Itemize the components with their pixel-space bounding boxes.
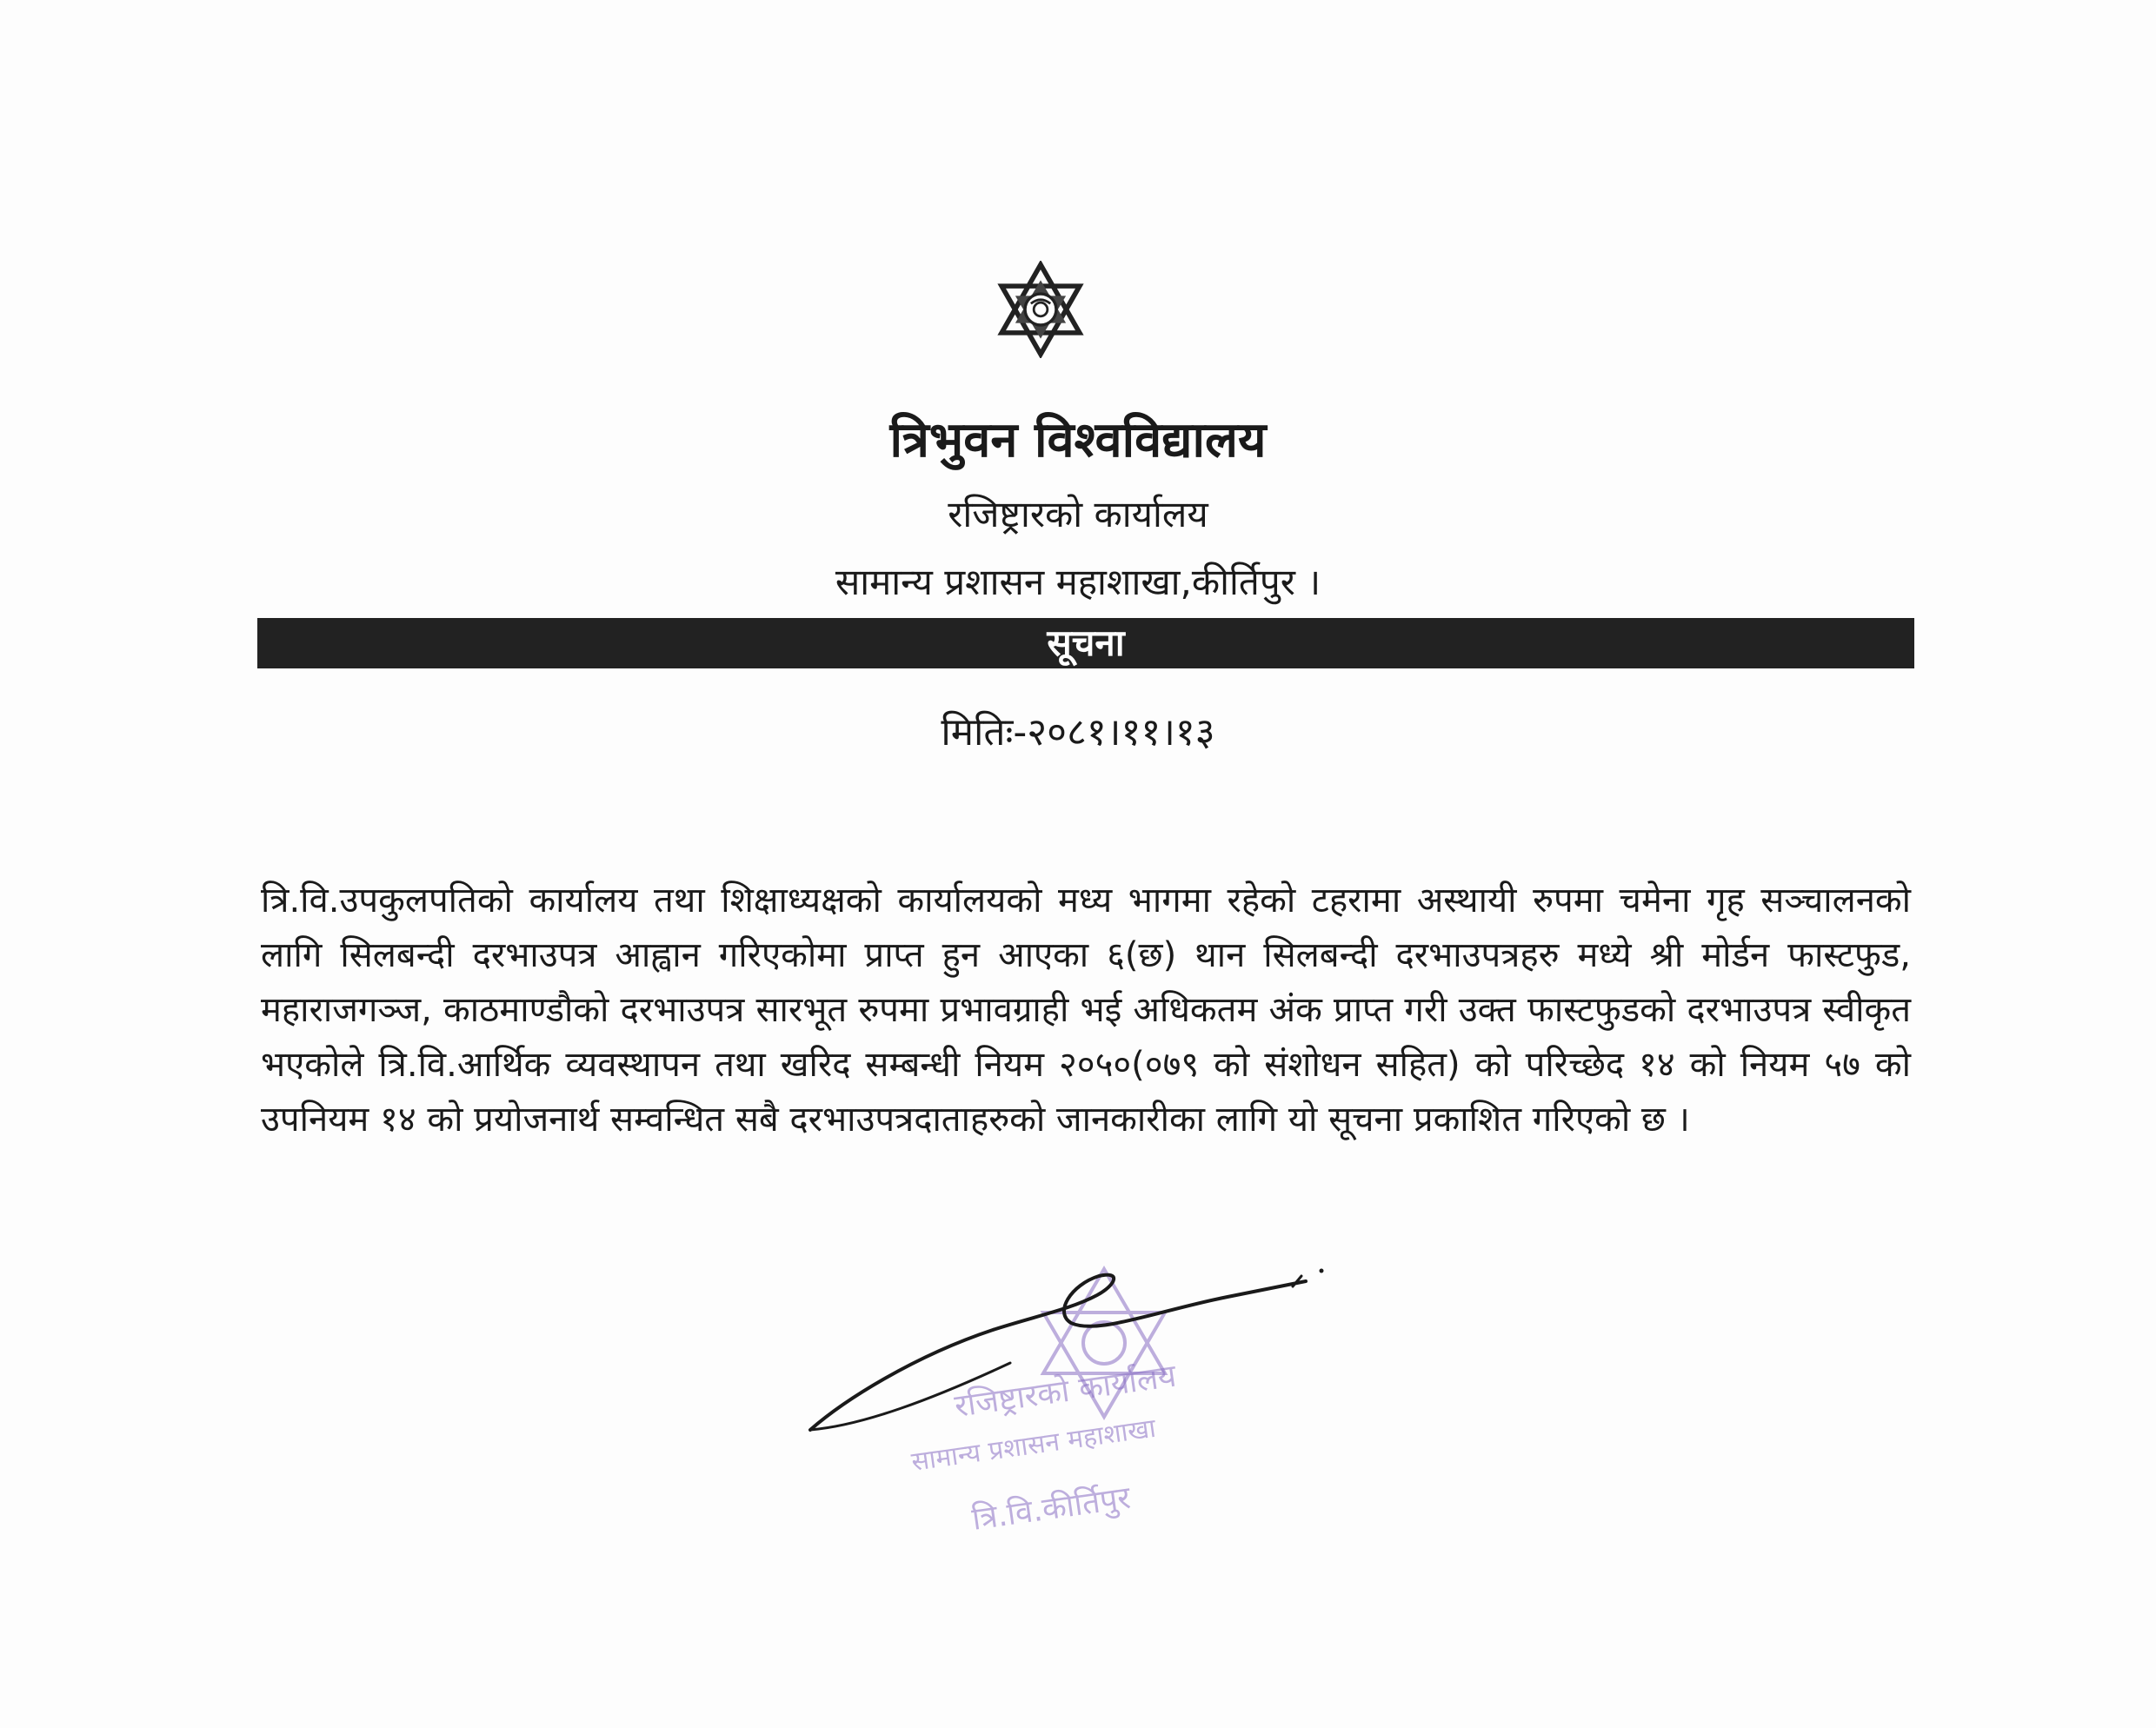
notice-heading-bar [257, 618, 1914, 668]
office-name: रजिष्ट्रारको कार्यालय [948, 493, 1208, 535]
notice-body: त्रि.वि.उपकुलपतिको कार्यालय तथा शिक्षाध्यक्षको कार्यालयको मध्य भागमा रहेको टहरामा अस्थायी रुपमा चमेना गृह सञ्चालनको लागि सिलबन्दी दरभाउपत्र आह्वान गरिएकोमा प्राप्त हुन आएका ६(छ) थान सिलबन्दी दरभाउपत्रहरु मध्ये श्री मोर्डन फास्टफुड, महाराजगञ्ज, काठमाण्डौको दरभाउपत्र सारभूत रुपमा प्रभावग्राही भई अधिकतम अंक प्राप्त गरी उक्त फास्टफुडको दरभाउपत्र स्वीकृत भएकोले त्रि.वि.आर्थिक व्यवस्थापन तथा खरिद सम्बन्धी नियम २०५०(०७९ को संशोधन सहित) को परिच्छेद १४ को नियम ५७ को उपनियम १४ को प्रयोजनार्थ सम्वन्धित सबै दरभाउपत्रदाताहरुको जानकारीका लागि यो सूचना प्रकाशित गरिएको छ । [261, 881, 1911, 1140]
signature [793, 1260, 1332, 1452]
stamp-line-2: सामान्य प्रशासन महाशाखा [909, 1412, 1158, 1478]
stamp-line-1: रजिष्ट्रारको कार्यालय [952, 1358, 1179, 1425]
notice-date: मितिः-२०८१।११।१३ [941, 710, 1215, 754]
notice-heading: सूचना [1047, 621, 1125, 664]
university-title: त्रिभुवन विश्वविद्यालय [889, 412, 1267, 469]
stamp-line-3: त्रि.वि.कीर्तिपुर [969, 1479, 1133, 1538]
branch-name: सामान्य प्रशासन महाशाखा,कीर्तिपुर । [835, 561, 1321, 603]
nepal-emblem-icon [992, 261, 1089, 358]
